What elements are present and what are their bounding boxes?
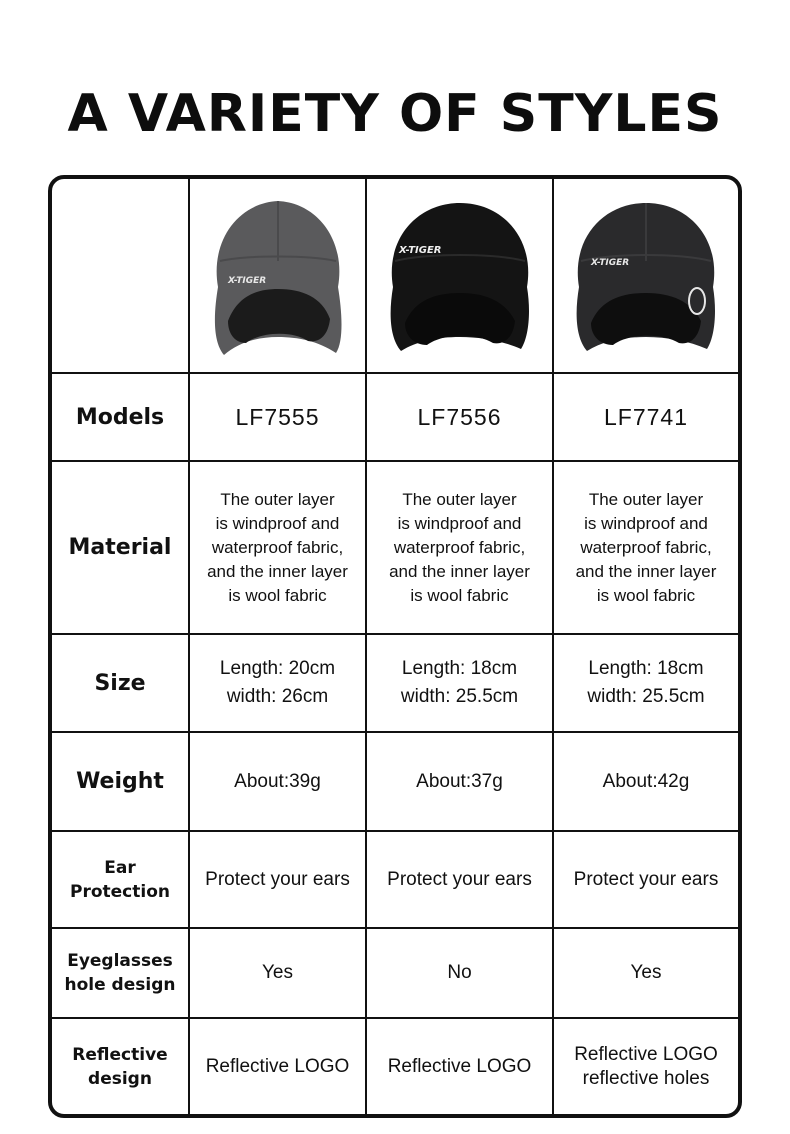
eyeglasses-hole-cell: Yes [553,928,738,1018]
hat-image-lf7556 [375,191,545,361]
row-ear-protection [52,831,738,928]
row-eyeglasses-hole [52,928,738,1018]
hat-image-lf7555 [198,191,358,361]
image-row [52,179,738,373]
reflective-design-cell: Reflective LOGO [189,1018,366,1114]
weight-cell: About:39g [189,732,366,831]
size-cell: Length: 18cm width: 25.5cm [553,634,738,732]
material-cell: The outer layer is windproof and waterproof fabric, and the inner layer is wool fabric [366,461,553,634]
product-image-cell-lf7556 [366,179,553,373]
product-image-cell-lf7741 [553,179,738,373]
eyeglasses-hole-cell: Yes [189,928,366,1018]
model-cell: LF7555 [189,373,366,461]
product-image-cell-lf7555 [189,179,366,373]
model-cell: LF7556 [366,373,553,461]
row-label-material: Material [52,461,189,634]
row-reflective-design [52,1018,738,1114]
row-label-size: Size [52,634,189,732]
row-label-models: Models [52,373,189,461]
material-cell: The outer layer is windproof and waterproof fabric, and the inner layer is wool fabric [189,461,366,634]
row-label-reflective-design: Reflective design [52,1018,189,1114]
hat-image-lf7741 [561,191,731,361]
weight-cell: About:42g [553,732,738,831]
row-label-ear-protection: Ear Protection [52,831,189,928]
size-cell: Length: 20cm width: 26cm [189,634,366,732]
row-label-eyeglasses-hole: Eyeglasses hole design [52,928,189,1018]
comparison-table [48,175,742,1118]
row-label-weight: Weight [52,732,189,831]
size-cell: Length: 18cm width: 25.5cm [366,634,553,732]
empty-corner-cell [52,179,189,373]
eyeglasses-hole-cell: No [366,928,553,1018]
row-weight [52,732,738,831]
reflective-design-cell: Reflective LOGO [366,1018,553,1114]
row-size [52,634,738,732]
ear-protection-cell: Protect your ears [189,831,366,928]
weight-cell: About:37g [366,732,553,831]
ear-protection-cell: Protect your ears [366,831,553,928]
page-title: A VARIETY OF STYLES [67,84,723,144]
row-material [52,461,738,634]
ear-protection-cell: Protect your ears [553,831,738,928]
row-models [52,373,738,461]
reflective-design-cell: Reflective LOGO reflective holes [553,1018,738,1114]
brand-logo-text: X-TIGER [227,275,266,286]
material-cell: The outer layer is windproof and waterproof fabric, and the inner layer is wool fabric [553,461,738,634]
model-cell: LF7741 [553,373,738,461]
brand-logo-text: X-TIGER [591,257,630,268]
brand-logo-text: X-TIGER [398,244,441,256]
